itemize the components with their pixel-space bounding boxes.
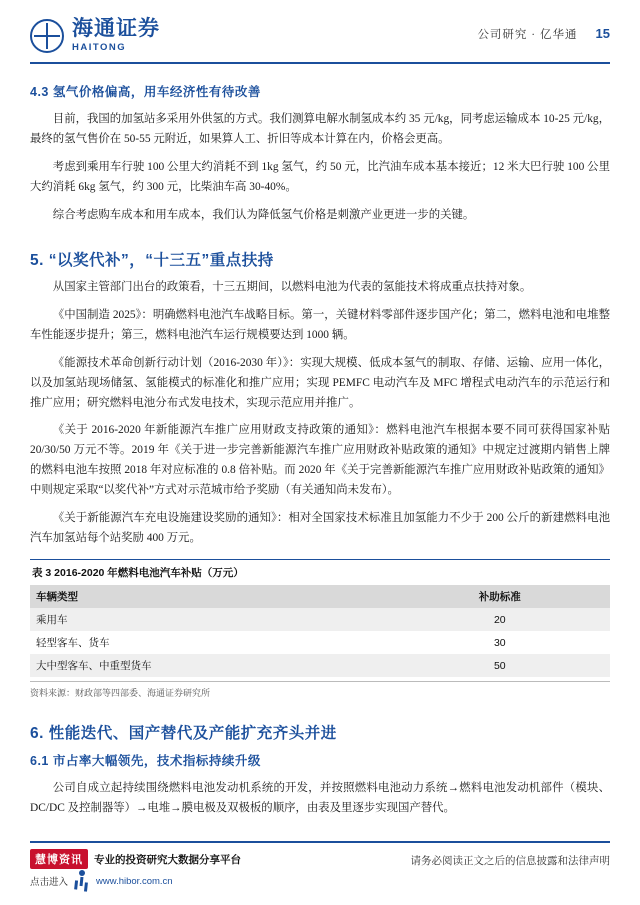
cell-subsidy: 50	[390, 654, 610, 677]
footer-brand	[30, 849, 241, 869]
page-header	[0, 0, 640, 64]
header-divider	[30, 62, 610, 64]
section-6-title: 6. 性能迭代、国产替代及产能扩充齐头并进	[30, 725, 337, 743]
table-header-subsidy: 补助标准	[390, 585, 610, 608]
section-4-3-paragraph-3: 综合考虑购车成本和用车成本，我们认为降低氢气价格是刺激产业更进一步的关键。	[52, 208, 475, 221]
company-logo	[30, 18, 160, 53]
page-footer	[30, 841, 610, 888]
table-header-vehicle-type: 车辆类型	[30, 585, 390, 608]
logo-english-name: HAITONG	[72, 42, 127, 53]
section-4-3-title: 4.3 氢气价格偏高，用车经济性有待改善	[30, 85, 261, 99]
footer-divider	[30, 841, 610, 843]
haitong-logo-icon	[30, 19, 64, 53]
cell-subsidy: 30	[390, 631, 610, 654]
section-6-1-title: 6.1 市占率大幅领先，技术指标持续升级	[30, 754, 261, 769]
cell-vehicle-type: 大中型客车、中重型货车	[30, 654, 390, 677]
footer-url[interactable]: www.hibor.com.cn	[96, 875, 173, 887]
footer-disclaimer: 请务必阅读正文之后的信息披露和法律声明	[410, 856, 610, 867]
header-title: 公司研究 · 亿华通	[477, 29, 578, 41]
table-row	[30, 654, 610, 677]
walking-person-icon	[72, 870, 92, 892]
table-header-row	[30, 585, 610, 608]
hibor-badge: 慧博资讯	[30, 849, 88, 869]
section-5-paragraph-3: 《能源技术革命创新行动计划（2016-2030 年）》：实现大规模、低成本氢气的制取、存储、运输、应用一体化，以及加氢站现场储氢、氢能模式的标准化和推广应用；实现 PEMFC 电动汽车及 MFC 增程式电动汽车的示范运行和推广应用；研究燃料电池分布式发电技术，实现示范应用并推广。	[30, 356, 610, 409]
header-right	[477, 26, 610, 42]
logo-chinese-name: 海通证券	[72, 16, 160, 40]
table-row	[30, 631, 610, 654]
table-row	[30, 608, 610, 631]
section-4-3-paragraph-2: 考虑到乘用车行驶 100 公里大约消耗不到 1kg 氢气，约 50 元，比汽油车成本基本接近；12 米大巴行驶 100 公里大约消耗 6kg 氢气，约 300 元，比柴油车高 30-40%。	[30, 160, 610, 193]
cell-vehicle-type: 乘用车	[30, 608, 390, 631]
section-5-paragraph-4: 《关于 2016-2020 年新能源汽车推广应用财政支持政策的通知》：燃料电池汽车根据本要不同可获得国家补贴 20/30/50 万元不等。2019 年《关于进一步完善新能源汽车推广应用财政补贴政策的通知》中规定过渡期内销售上牌的燃料电池车按照 2018 年对应标准的 0.8 倍补贴。而 2020 年《关于完善新能源汽车推广应用财政补贴政策的通知》中则规定采取“以奖代补”方式对示范城市给予奖励（有关通知尚未发布）。	[30, 424, 610, 497]
page-number: 15	[595, 26, 610, 41]
footer-enter-link[interactable]	[30, 870, 173, 892]
section-5-paragraph-2: 《中国制造 2025》：明确燃料电池汽车战略目标。第一，关键材料零部件逐步国产化；第二，燃料电池和电堆整车性能逐步提升；第三，燃料电池汽车运行规模要达到 1000 辆。	[30, 308, 610, 341]
section-5-paragraph-1: 从国家主管部门出台的政策看，十三五期间，以燃料电池为代表的氢能技术将成重点扶持对象。	[52, 280, 532, 293]
section-5-paragraph-5: 《关于新能源汽车充电设施建设奖励的通知》：相对全国家技术标准且加氢能力不少于 200 公斤的新建燃料电池汽车加氢站每个站奖励 400 万元。	[30, 512, 610, 545]
logo-text	[72, 18, 160, 53]
subsidy-table	[30, 585, 610, 677]
footer-enter-label: 点击进入	[30, 877, 69, 888]
cell-subsidy: 20	[390, 608, 610, 631]
table-caption: 表 3 2016-2020 年燃料电池汽车补贴（万元）	[30, 559, 610, 585]
section-6-1-paragraph-1: 公司自成立起持续围绕燃料电池发动机系统的开发，并按照燃料电池动力系统→燃料电池发动机部件（模块、DC/DC 及控制器等）→电堆→膜电极及双极板的顺序，由表及里逐步实现国产替代。	[30, 782, 610, 815]
document-body	[30, 76, 610, 845]
table-source: 资料来源：财政部等四部委、海通证券研究所	[30, 681, 610, 699]
cell-vehicle-type: 轻型客车、货车	[30, 631, 390, 654]
section-5-title: 5. “以奖代补”，“十三五”重点扶持	[30, 251, 274, 269]
footer-slogan: 专业的投资研究大数据分享平台	[94, 853, 241, 866]
section-4-3-paragraph-1: 目前，我国的加氢站多采用外供氢的方式。我们测算电解水制氢成本约 35 元/kg，同考虑运输成本 10-25 元/kg，最终的氢气售价在 50-55 元附近，如果算人工、折旧等成本计算在内，价格会更高。	[30, 113, 610, 145]
